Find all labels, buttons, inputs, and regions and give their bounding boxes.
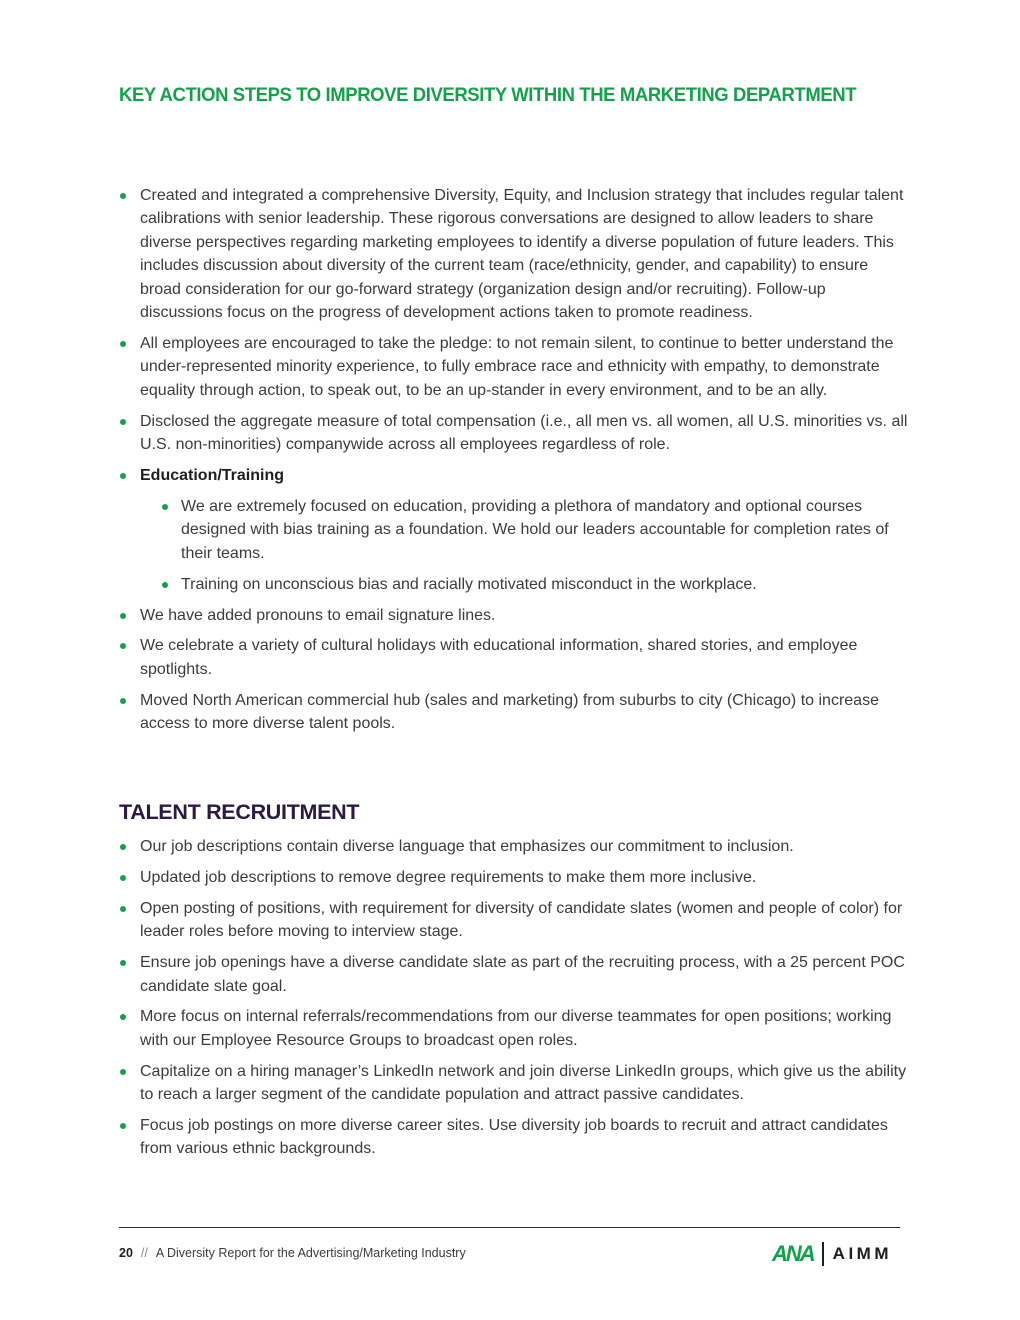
list-item: Disclosed the aggregate measure of total compensation (i.e., all men vs. all women, all U.S. minorities vs. all U.S. non-minorities) companywide across all employees regardless of role. xyxy=(119,410,909,457)
list-item: Capitalize on a hiring manager’s LinkedIn network and join diverse LinkedIn groups, which give us the ability to reach a larger segment of the candidate population and attract passive candidates. xyxy=(119,1060,909,1107)
talent-recruitment-section xyxy=(119,835,909,1168)
section-heading-talent-recruitment: TALENT RECRUITMENT xyxy=(119,800,360,824)
aimm-logo: AIMM xyxy=(832,1244,892,1263)
list-item: Created and integrated a comprehensive Diversity, Equity, and Inclusion strategy that includes regular talent calibrations with senior leadership. These rigorous conversations are designed to allow leaders to share diverse perspectives regarding marketing employees to identify a diverse population of future leaders. This includes discussion about diversity of the current team (race/ethnicity, gender, and capability) to ensure broad consideration for our go-forward strategy (organization design and/or recruiting). Follow-up discussions focus on the progress of development actions taken to promote readiness. xyxy=(119,184,909,324)
list-item: We celebrate a variety of cultural holidays with educational information, shared stories, and employee spotlights. xyxy=(119,634,909,681)
ana-aimm-logo xyxy=(772,1238,896,1270)
ana-logo: ANA xyxy=(772,1241,814,1266)
subheading-item: Education/Training xyxy=(119,464,909,487)
footer xyxy=(119,1246,466,1260)
report-title: A Diversity Report for the Advertising/Marketing Industry xyxy=(155,1246,466,1260)
list-item: Open posting of positions, with requirement for diversity of candidate slates (women and people of color) for leader roles before moving to interview stage. xyxy=(119,897,909,944)
logo-divider xyxy=(822,1242,824,1266)
key-actions-list xyxy=(119,184,909,736)
sub-list-item: Training on unconscious bias and racially motivated misconduct in the workplace. xyxy=(119,573,909,596)
list-item: More focus on internal referrals/recommendations from our diverse teammates for open positions; working with our Employee Resource Groups to broadcast open roles. xyxy=(119,1005,909,1052)
list-item: Updated job descriptions to remove degree requirements to make them more inclusive. xyxy=(119,866,909,889)
footer-separator: // xyxy=(140,1246,148,1260)
list-item: Our job descriptions contain diverse language that emphasizes our commitment to inclusion. xyxy=(119,835,909,858)
list-item: All employees are encouraged to take the pledge: to not remain silent, to continue to better understand the under-represented minority experience, to fully embrace race and ethnicity with empathy, to demonstrate equality through action, to speak out, to be an up-stander in every environment, and to be an ally. xyxy=(119,332,909,402)
list-item: Ensure job openings have a diverse candidate slate as part of the recruiting process, with a 25 percent POC candidate slate goal. xyxy=(119,951,909,998)
list-item: Focus job postings on more diverse career sites. Use diversity job boards to recruit and attract candidates from various ethnic backgrounds. xyxy=(119,1114,909,1161)
page-number: 20 xyxy=(119,1246,133,1260)
talent-recruitment-list xyxy=(119,835,909,1161)
page-title: KEY ACTION STEPS TO IMPROVE DIVERSITY WITHIN THE MARKETING DEPARTMENT xyxy=(119,83,857,106)
key-actions-section xyxy=(119,184,909,743)
sub-list-item: We are extremely focused on education, providing a plethora of mandatory and optional courses designed with bias training as a foundation. We hold our leaders accountable for completion rates of their teams. xyxy=(119,495,909,565)
footer-divider xyxy=(119,1227,900,1228)
list-item: Moved North American commercial hub (sales and marketing) from suburbs to city (Chicago) to increase access to more diverse talent pools. xyxy=(119,689,909,736)
list-item: We have added pronouns to email signature lines. xyxy=(119,604,909,627)
